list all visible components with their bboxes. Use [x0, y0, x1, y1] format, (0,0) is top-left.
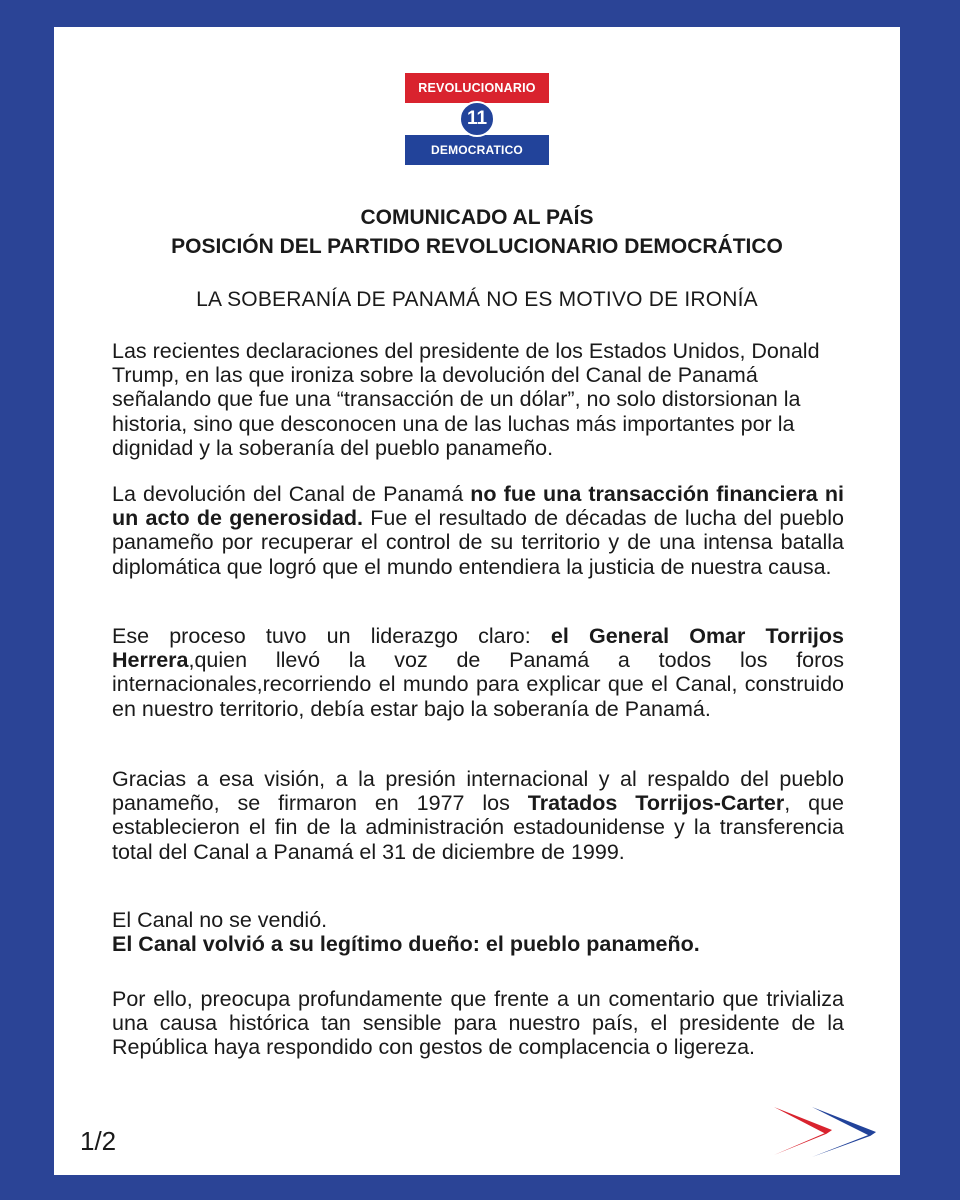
- paragraph-3-text-end: ,quien llevó la voz de Panamá a todos los foros internacionales,recorriendo el mundo para explicar que el Canal, construido en nuestro territorio, debía estar bajo la soberanía de Panamá.: [112, 648, 844, 721]
- paragraph-3: [112, 624, 844, 721]
- paragraph-2-text-end: Fue el resultado de décadas de lucha del pueblo panameño por recuperar el control de su territorio y de una intensa batalla diplomática que logró que el mundo entendiera la justicia de nuestra causa.: [112, 506, 844, 579]
- paragraph-4-emphasis: Tratados Torrijos-Carter: [527, 791, 785, 816]
- paragraph-2: [112, 482, 844, 579]
- paragraph-2-text: La devolución del Canal de Panamá: [112, 482, 471, 506]
- page-number: 1/2: [80, 1126, 117, 1156]
- logo-number: 11: [459, 101, 495, 137]
- logo-bottom-text: DEMOCRATICO: [431, 143, 523, 157]
- paragraph-6: Por ello, preocupa profundamente que frente a un comentario que trivializa una causa histórica tan sensible para nuestro país, el presidente de la República haya respondido con gestos de complacencia o ligereza.: [112, 987, 844, 1060]
- party-logo: [405, 73, 549, 165]
- double-chevron-arrow-icon: [768, 1103, 880, 1161]
- paragraph-5: [112, 908, 844, 956]
- subheading: LA SOBERANÍA DE PANAMÁ NO ES MOTIVO DE IRONÍA: [196, 288, 758, 311]
- logo-top-text: REVOLUCIONARIO: [418, 81, 536, 95]
- paragraph-3-text: Ese proceso tuvo un liderazgo claro:: [112, 624, 551, 648]
- paragraph-1: Las recientes declaraciones del presidente de los Estados Unidos, Donald Trump, en las que ironiza sobre la devolución del Canal de Panamá señalando que fue una “transacción de un dólar”, no solo distorsionan la historia, sino que desconocen una de las luchas más importantes por la dignidad y la soberanía del pueblo panameño.: [112, 339, 820, 460]
- paragraph-2-emphasis: no fue una transacción financiera ni un acto de generosidad.: [112, 482, 844, 531]
- document-page: [54, 27, 900, 1175]
- paragraph-3-emphasis: el General Omar Torrijos Herrera: [112, 624, 844, 673]
- title-line-2: POSICIÓN DEL PARTIDO REVOLUCIONARIO DEMOCRÁTICO: [171, 235, 783, 258]
- paragraph-4-text: Gracias a esa visión, a la presión internacional y al respaldo del pueblo panameño, se firmaron en 1977 los: [112, 767, 844, 816]
- paragraph-4: [112, 767, 844, 864]
- paragraph-5-line-2: El Canal volvió a su legítimo dueño: el pueblo panameño.: [112, 932, 700, 957]
- paragraph-5-line-1: El Canal no se vendió.: [112, 908, 328, 932]
- title-line-1: COMUNICADO AL PAÍS: [360, 206, 594, 229]
- paragraph-4-text-end: , que establecieron el fin de la administración estadounidense y la transferencia total del Canal a Panamá el 31 de diciembre de 1999.: [112, 791, 844, 864]
